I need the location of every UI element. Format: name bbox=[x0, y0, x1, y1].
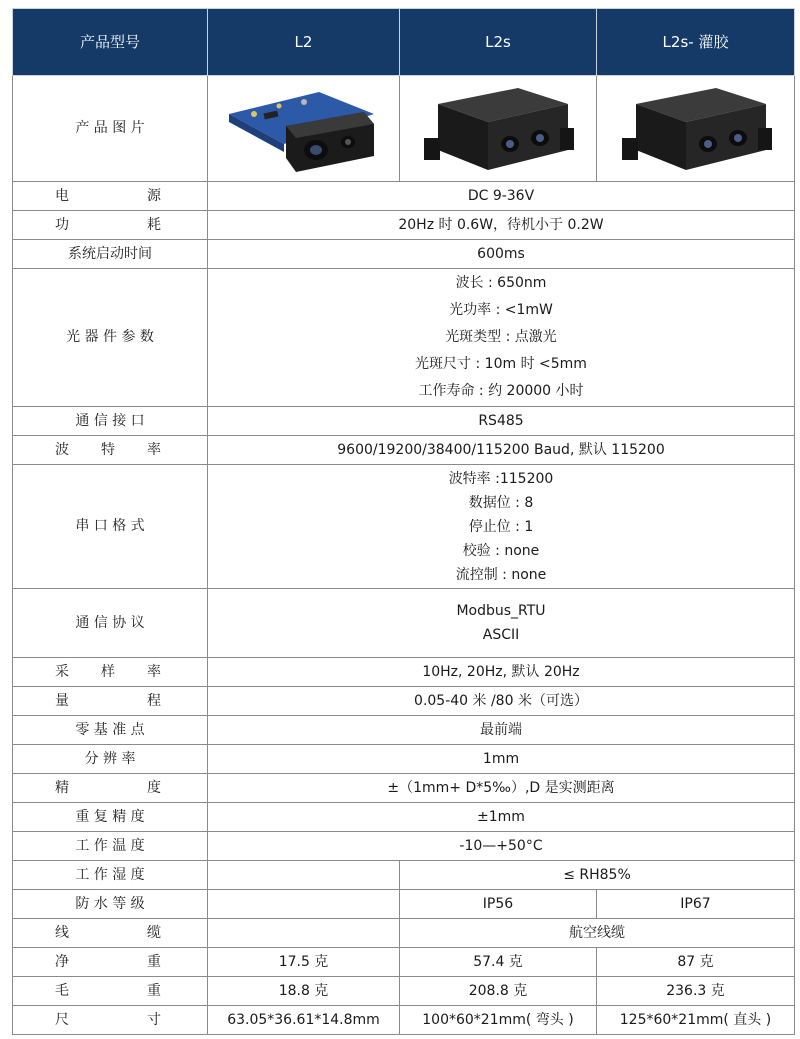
label-baud-a: 波 bbox=[55, 441, 69, 458]
label-cable bbox=[13, 919, 208, 948]
value-net-l2s: 57.4 克 bbox=[400, 948, 597, 977]
label-baud-c: 率 bbox=[147, 441, 161, 458]
value-humidity-l2 bbox=[208, 861, 400, 890]
optics-line: 光斑尺寸 : 10m 时 <5mm bbox=[415, 356, 587, 372]
serial-line: 波特率 :115200 bbox=[448, 470, 554, 487]
row-startup bbox=[13, 240, 795, 269]
value-cable-l2 bbox=[208, 919, 400, 948]
serial-line: 停止位 : 1 bbox=[468, 518, 534, 535]
value-gross-l2: 18.8 克 bbox=[208, 977, 400, 1006]
label-gross-b: 重 bbox=[147, 982, 161, 999]
row-interface bbox=[13, 407, 795, 436]
value-baud: 9600/19200/38400/115200 Baud, 默认 115200 bbox=[208, 436, 795, 465]
value-waterproof-l2s: IP56 bbox=[400, 890, 597, 919]
protocol-line: Modbus_RTU bbox=[456, 603, 546, 619]
label-temp: 工 作 温 度 bbox=[13, 832, 208, 861]
label-optics: 光 器 件 参 数 bbox=[13, 269, 208, 407]
label-gross-weight bbox=[13, 977, 208, 1006]
header-l2: L2 bbox=[208, 9, 400, 76]
row-zero bbox=[13, 716, 795, 745]
label-net-b: 重 bbox=[147, 953, 161, 970]
label-humidity: 工 作 湿 度 bbox=[13, 861, 208, 890]
serial-line: 校验 : none bbox=[462, 542, 540, 559]
header-model: 产品型号 bbox=[13, 9, 208, 76]
label-image: 产 品 图 片 bbox=[13, 76, 208, 182]
image-l2s bbox=[400, 76, 597, 182]
label-consumption-a: 功 bbox=[55, 216, 69, 233]
value-zero: 最前端 bbox=[208, 716, 795, 745]
spec-table bbox=[12, 8, 795, 1035]
label-interface: 通 信 接 口 bbox=[13, 407, 208, 436]
header-l2s-potted: L2s- 灌胶 bbox=[597, 9, 795, 76]
label-sampling-b: 样 bbox=[101, 663, 115, 680]
l2s-potted-housing-image bbox=[616, 84, 776, 174]
optics-line: 光斑类型 : 点激光 bbox=[445, 329, 557, 345]
label-accuracy-b: 度 bbox=[147, 779, 161, 796]
label-range-b: 程 bbox=[147, 692, 161, 709]
row-repeat bbox=[13, 803, 795, 832]
value-resolution: 1mm bbox=[208, 745, 795, 774]
label-cable-b: 缆 bbox=[147, 924, 161, 941]
label-consumption bbox=[13, 211, 208, 240]
header-row bbox=[13, 9, 795, 76]
value-cable: 航空线缆 bbox=[400, 919, 795, 948]
optics-line: 波长 : 650nm bbox=[455, 275, 547, 291]
value-optics bbox=[208, 269, 795, 407]
value-humidity: ≤ RH85% bbox=[400, 861, 795, 890]
protocol-line: ASCII bbox=[482, 627, 520, 643]
row-consumption bbox=[13, 211, 795, 240]
l2-board-image bbox=[224, 84, 384, 174]
value-repeat: ±1mm bbox=[208, 803, 795, 832]
row-accuracy bbox=[13, 774, 795, 803]
label-size-a: 尺 bbox=[55, 1011, 69, 1028]
optics-line: 光功率 : <1mW bbox=[449, 302, 553, 318]
label-resolution: 分 辨 率 bbox=[13, 745, 208, 774]
row-cable bbox=[13, 919, 795, 948]
value-accuracy: ±（1mm+ D*5‰）,D 是实测距离 bbox=[208, 774, 795, 803]
label-protocol: 通 信 协 议 bbox=[13, 589, 208, 658]
row-serial bbox=[13, 465, 795, 589]
label-zero: 零 基 准 点 bbox=[13, 716, 208, 745]
row-optics bbox=[13, 269, 795, 407]
row-waterproof bbox=[13, 890, 795, 919]
value-interface: RS485 bbox=[208, 407, 795, 436]
value-size-l2s: 100*60*21mm( 弯头 ) bbox=[400, 1006, 597, 1035]
value-power: DC 9-36V bbox=[208, 182, 795, 211]
row-temp bbox=[13, 832, 795, 861]
label-accuracy-a: 精 bbox=[55, 779, 69, 796]
value-consumption: 20Hz 时 0.6W，待机小于 0.2W bbox=[208, 211, 795, 240]
label-power-a: 电 bbox=[55, 187, 69, 204]
label-baud-b: 特 bbox=[101, 441, 115, 458]
row-baud bbox=[13, 436, 795, 465]
label-net-weight bbox=[13, 948, 208, 977]
value-net-l2s-potted: 87 克 bbox=[597, 948, 795, 977]
label-range-a: 量 bbox=[55, 692, 69, 709]
value-size-l2s-potted: 125*60*21mm( 直头 ) bbox=[597, 1006, 795, 1035]
label-size-b: 寸 bbox=[147, 1011, 161, 1028]
label-sampling-c: 率 bbox=[147, 663, 161, 680]
value-size-l2: 63.05*36.61*14.8mm bbox=[208, 1006, 400, 1035]
image-l2 bbox=[208, 76, 400, 182]
label-startup: 系统启动时间 bbox=[13, 240, 208, 269]
value-gross-l2s: 208.8 克 bbox=[400, 977, 597, 1006]
label-sampling bbox=[13, 658, 208, 687]
row-gross-weight bbox=[13, 977, 795, 1006]
label-accuracy bbox=[13, 774, 208, 803]
label-repeat: 重 复 精 度 bbox=[13, 803, 208, 832]
value-startup: 600ms bbox=[208, 240, 795, 269]
label-baud bbox=[13, 436, 208, 465]
row-humidity bbox=[13, 861, 795, 890]
label-power bbox=[13, 182, 208, 211]
label-net-a: 净 bbox=[55, 953, 69, 970]
label-power-b: 源 bbox=[147, 187, 161, 204]
l2s-housing-image bbox=[418, 84, 578, 174]
value-waterproof-l2 bbox=[208, 890, 400, 919]
row-net-weight bbox=[13, 948, 795, 977]
serial-line: 流控制 : none bbox=[455, 566, 547, 583]
label-waterproof: 防 水 等 级 bbox=[13, 890, 208, 919]
spec-sheet bbox=[12, 8, 794, 1035]
row-range bbox=[13, 687, 795, 716]
row-image bbox=[13, 76, 795, 182]
label-range bbox=[13, 687, 208, 716]
label-size bbox=[13, 1006, 208, 1035]
row-size bbox=[13, 1006, 795, 1035]
value-net-l2: 17.5 克 bbox=[208, 948, 400, 977]
label-consumption-b: 耗 bbox=[147, 216, 161, 233]
row-resolution bbox=[13, 745, 795, 774]
row-power bbox=[13, 182, 795, 211]
label-serial: 串 口 格 式 bbox=[13, 465, 208, 589]
row-protocol bbox=[13, 589, 795, 658]
label-sampling-a: 采 bbox=[55, 663, 69, 680]
value-sampling: 10Hz, 20Hz, 默认 20Hz bbox=[208, 658, 795, 687]
serial-line: 数据位 : 8 bbox=[468, 494, 534, 511]
image-l2s-potted bbox=[597, 76, 795, 182]
value-gross-l2s-potted: 236.3 克 bbox=[597, 977, 795, 1006]
optics-line: 工作寿命 : 约 20000 小时 bbox=[418, 383, 584, 399]
label-gross-a: 毛 bbox=[55, 982, 69, 999]
row-sampling bbox=[13, 658, 795, 687]
value-serial bbox=[208, 465, 795, 589]
label-cable-a: 线 bbox=[55, 924, 69, 941]
value-temp: -10—+50°C bbox=[208, 832, 795, 861]
value-range: 0.05-40 米 /80 米（可选） bbox=[208, 687, 795, 716]
value-protocol bbox=[208, 589, 795, 658]
value-waterproof-l2s-potted: IP67 bbox=[597, 890, 795, 919]
header-l2s: L2s bbox=[400, 9, 597, 76]
